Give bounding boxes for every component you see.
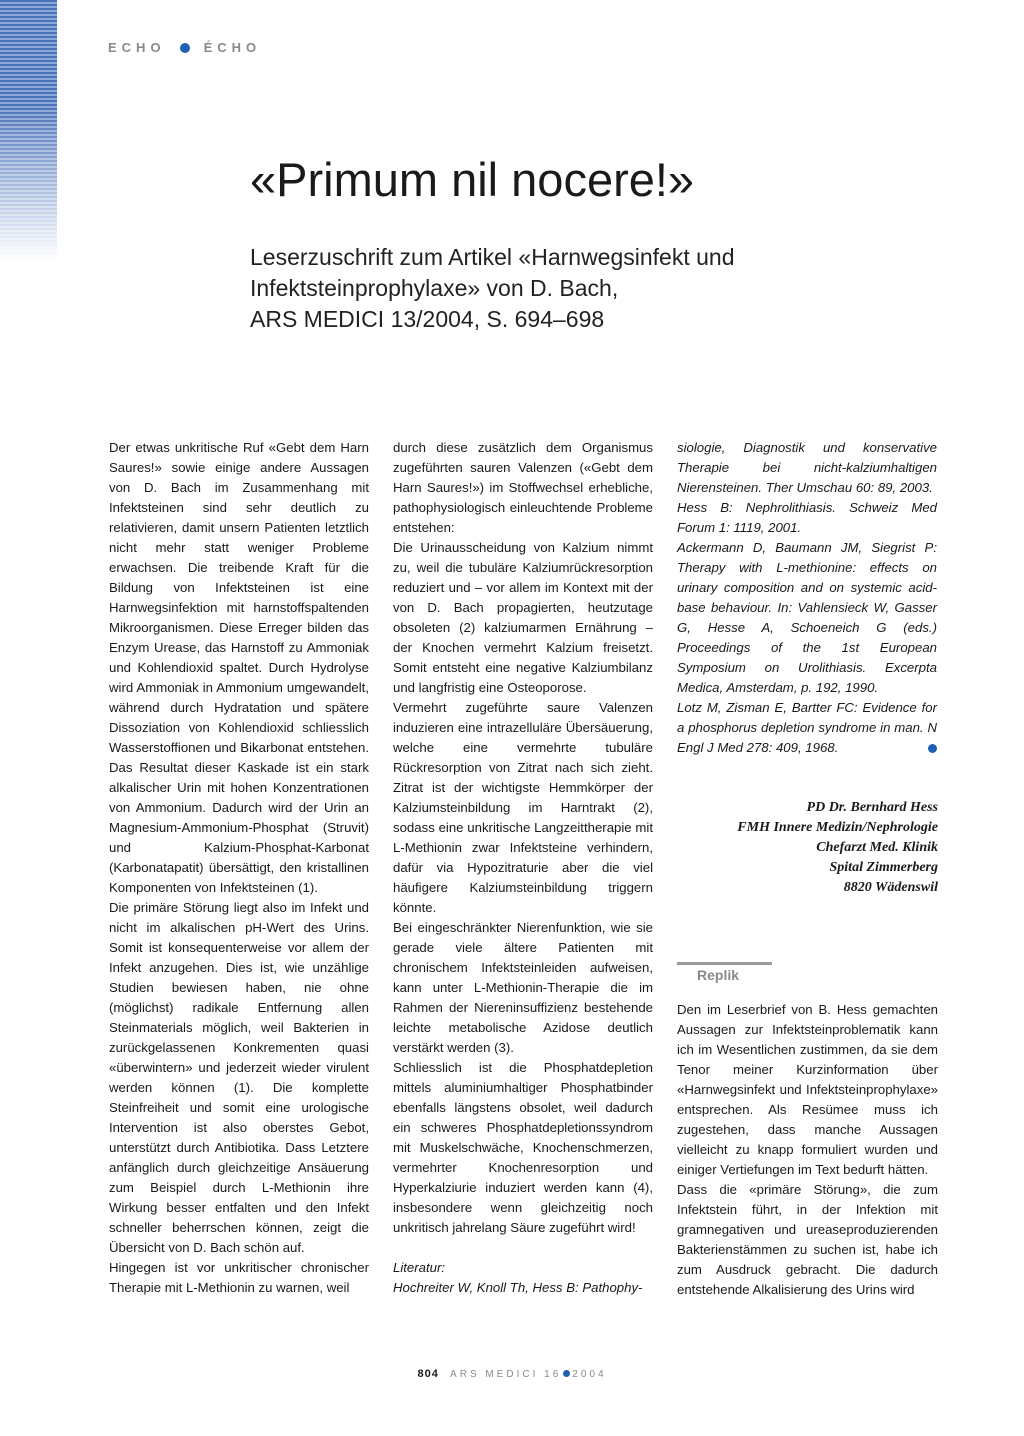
- header-echo-fr: ÉCHO: [203, 40, 262, 55]
- text-column-2: [393, 438, 653, 1298]
- paragraph: Die primäre Störung liegt also im Infekt und nicht im alkalischen pH-Wert des Urins. Somit ist konsequenterweise vor allem der Infekt anzugehen. Dies ist, wie unzählige Studien bewiesen haben, nie ohne (möglichst) radikale Entfernung allen Steinmaterials möglich, weil Bakterien in zurückgelassenen Konkrementen quasi «überwintern» und jederzeit wieder virulent werden können (1). Die komplette Steinfreiheit und somit eine urologische Intervention ist also oberstes Gebot, unterstützt durch Antibiotika. Dass Letztere anfänglich durch gleichzeitige Ansäuerung zum Beispiel durch L-Methionin ihre Wirkung besser entfalten und den Infekt schneller beherrschen können, zeigt die Übersicht von D. Bach schön auf.: [109, 900, 369, 1255]
- reference-item: Hochreiter W, Knoll Th, Hess B: Pathophy-: [393, 1280, 643, 1295]
- article-subtitle: [250, 242, 870, 335]
- paragraph: Die Urinausscheidung von Kalzium nimmt zu, weil die tubuläre Kalziumrückresorption reduziert und – vor allem im Kontext mit der von D. Bach propagierten, heutzutage obsoleten (2) kalziumarmen Ernährung – der Knochen vermehrt Kalzium freisetzt. Somit entsteht eine negative Kalziumbilanz und langfristig eine Osteoporose.: [393, 540, 653, 695]
- reference-item: [677, 698, 937, 758]
- author-signature: [677, 798, 938, 898]
- paragraph: Den im Leserbrief von B. Hess gemachten Aussagen zur Infektsteinproblematik kann ich im Wesentlichen zustimmen, da sie dem Tenor meiner Kurzinformation über «Harnwegsinfekt und Infektsteinprophylaxe» entsprechen. Als Resümee muss ich zugestehen, dass manche Aussagen vielleicht zu knapp formuliert wurden und einiger Vertiefungen im Text bedurft hätten.: [677, 1002, 938, 1177]
- paragraph: Der etwas unkritische Ruf «Gebt dem Harn Saures!» sowie einige andere Aussagen von D. Bach im Zusammenhang mit Infektsteinen sind sehr deutlich zu relativieren, damit unsern Patienten letztlich nicht mehr statt weniger Probleme erwachsen. Die treibende Kraft für die Bildung von Infektsteinen ist eine Harnwegsinfektion mit harnstoffspaltenden Mikroorganismen. Diese Erreger bilden das Enzym Urease, das Harnstoff zu Ammoniak und Kohlendioxid spaltet. Durch Hydrolyse wird Ammoniak in Ammonium umgewandelt, während durch Hydratation und spätere Dissoziation von Kohlendioxid schliesslich Wasserstoffionen und Bikarbonat entstehen. Das Resultat dieser Kaskade ist ein stark alkalischer Urin mit hohen Konzentrationen von Ammonium. Dadurch wird der Urin an Magnesium-Ammonium-Phosphat (Struvit) und Kalzium-Phosphat-Karbonat (Karbonatapatit) übersättigt, den kristallinen Komponenten von Infektsteinen (1).: [109, 440, 369, 895]
- subtitle-line: Infektsteinprophylaxe» von D. Bach,: [250, 275, 619, 301]
- journal-name: ARS MEDICI 16: [450, 1369, 562, 1380]
- paragraph: Dass die «primäre Störung», die zum Infektstein führt, in der Infektion mit gramnegativen und ureaseproduzierenden Bakterienstämmen zu suchen ist, habe ich zum Ausdruck gebracht. Die dadurch entstehende Alkalisierung des Urins wird: [677, 1182, 938, 1297]
- paragraph: Bei eingeschränkter Nierenfunktion, wie sie gerade viele ältere Patienten mit chronischem Infektsteinleiden aufweisen, kann unter L-Methionin-Therapie die im Rahmen der Niereninsuffizienz bestehende leichte metabolische Azidose deutlich verstärkt werden (3).: [393, 920, 653, 1055]
- spacer: [393, 1238, 653, 1258]
- replik-text: [677, 1000, 938, 1300]
- reference-item: Hess B: Nephrolithiasis. Schweiz Med Forum 1: 1119, 2001.: [677, 500, 937, 535]
- paragraph: Vermehrt zugeführte saure Valenzen induzieren eine intrazelluläre Übersäuerung, welche eine vermehrte tubuläre Rückresorption von Zitrat nach sich zieht. Zitrat ist der wichtigste Hemmkörper der Kalziumsteinbildung im Harntrakt (2), sodass eine unkritische Langzeittherapie mit L-Methionin zwar Infektsteine verhindern, dafür via Hypozitraturie aber die viel häufigere Kalziumsteinbildung triggern könnte.: [393, 700, 653, 915]
- bullet-icon: [180, 43, 190, 53]
- reference-item: Ackermann D, Baumann JM, Siegrist P: Therapy with L-methionine: effects on urinary composition and on systemic acid-base behaviour. In: Vahlensieck W, Gasser G, Hesse A, Schoeneich G (eds.) Proceedings of the 1st European Symposium on Urolithiasis. Excerpta Medica, Amsterdam, p. 192, 1990.: [677, 540, 937, 695]
- paragraph: Hingegen ist vor unkritischer chronischer Therapie mit L-Methionin zu warnen, weil: [109, 1260, 369, 1295]
- section-header: [108, 40, 261, 55]
- journal-year: 2004: [572, 1369, 607, 1380]
- text-column-3-references: [677, 438, 937, 758]
- replik-divider: [677, 962, 772, 965]
- subtitle-line: ARS MEDICI 13/2004, S. 694–698: [250, 306, 605, 332]
- article-title: «Primum nil nocere!»: [250, 153, 695, 206]
- literature-heading: Literatur:: [393, 1260, 446, 1275]
- page-number: 804: [417, 1368, 439, 1380]
- bullet-icon: [563, 1370, 570, 1377]
- author-hospital: Spital Zimmerberg: [829, 860, 938, 875]
- author-name: PD Dr. Bernhard Hess: [806, 800, 938, 815]
- replik-heading: Replik: [697, 967, 740, 983]
- end-mark-icon: [928, 744, 937, 753]
- page-footer: [0, 1368, 1024, 1380]
- reference-item: siologie, Diagnostik und konservative Therapie bei nicht-kalziumhaltigen Nierensteinen. Ther Umschau 60: 89, 2003.: [677, 440, 937, 495]
- author-role: Chefarzt Med. Klinik: [816, 840, 938, 855]
- paragraph: Schliesslich ist die Phosphatdepletion mittels aluminiumhaltiger Phosphatbinder ebenfalls längstens obsolet, weil dadurch ein schweres Phosphatdepletionssyndrom mit Muskelschwäche, Knochenschmerzen, vermehrter Knochenresorption und Hyperkalziurie induziert werden kann (4), insbesondere wenn gleichzeitig noch unkritisch jahrelang Säure zugeführt wird!: [393, 1060, 653, 1235]
- header-echo: ECHO: [108, 40, 166, 55]
- author-city: 8820 Wädenswil: [843, 880, 938, 895]
- reference-text: Lotz M, Zisman E, Bartter FC: Evidence for a phosphorus depletion syndrome in man. N Engl J Med 278: 409, 1968.: [677, 700, 937, 755]
- subtitle-line: Leserzuschrift zum Artikel «Harnwegsinfekt und: [250, 244, 735, 270]
- text-column-1: [109, 438, 369, 1298]
- paragraph: durch diese zusätzlich dem Organismus zugeführten sauren Valenzen («Gebt dem Harn Saures!») im Stoffwechsel erhebliche, pathophysiologisch einleuchtende Probleme entstehen:: [393, 440, 653, 535]
- author-title: FMH Innere Medizin/Nephrologie: [737, 820, 938, 835]
- page-edge-stripe: [0, 0, 57, 260]
